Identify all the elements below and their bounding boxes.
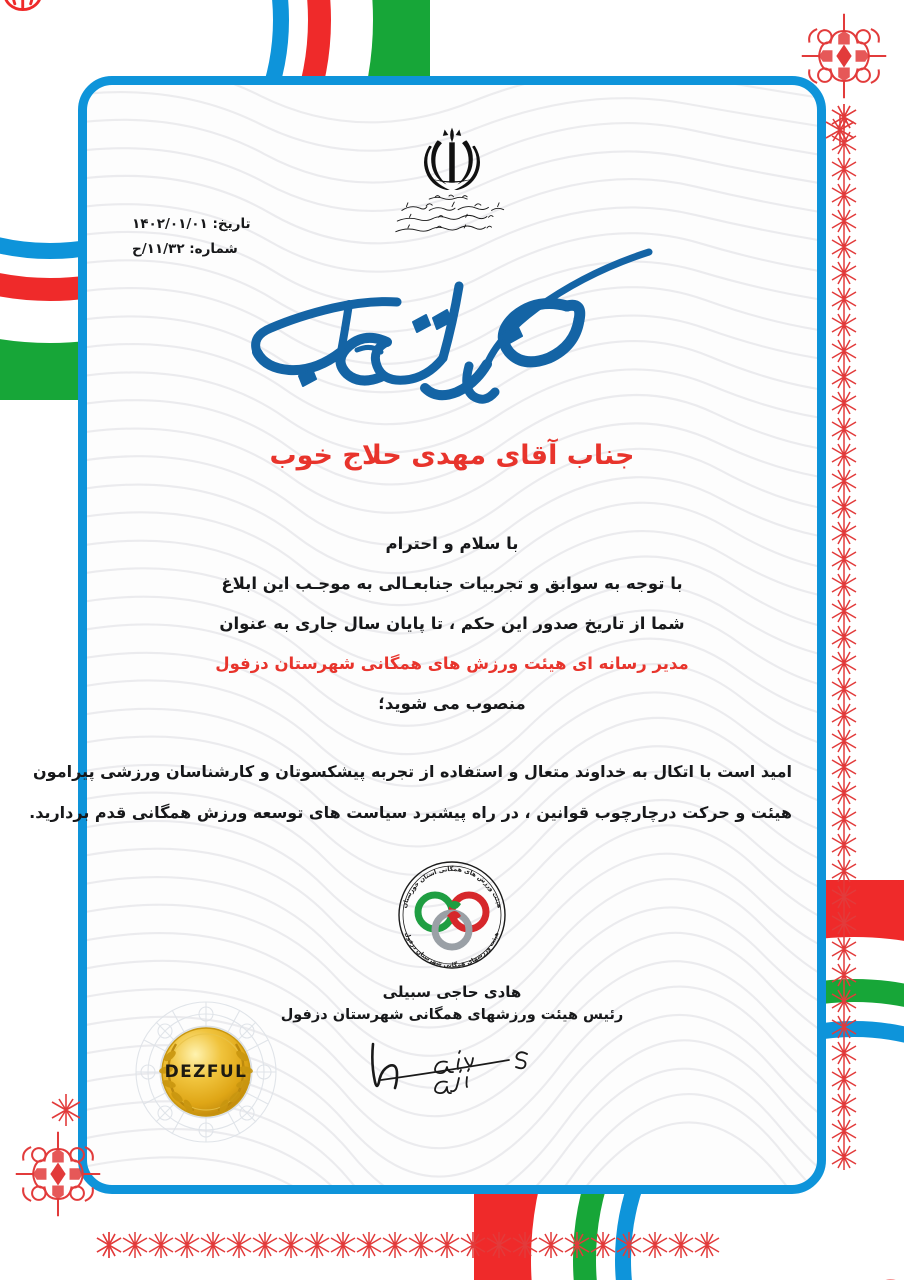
appointed-position: مدیر رسانه ای هیئت ورزش های همگانی شهرستان دزفول <box>215 653 689 673</box>
closing-paragraph <box>29 752 792 834</box>
recipient-name: جناب آقای مهدی حلاج خوب <box>269 440 635 471</box>
body-line-1: با توجه به سوابق و تجربیات جنابعـالی به موجـب این ابلاغ <box>221 573 683 593</box>
document-date: تاریخ: ۱۴۰۲/۰۱/۰۱ <box>132 216 251 232</box>
federation-logo-text-top: هیئت ورزش های همگانی استان خوزستان <box>401 865 503 909</box>
ministry-name-script <box>376 192 528 238</box>
closing-line-1: امید است با اتکال به خداوند متعال و استفاده از تجربه پیشکسوتان و کارشناسان ورزشی پیرامون <box>33 762 792 781</box>
document-number: شماره: ۱۱/۳۲/ح <box>132 240 238 257</box>
closing-line-2: هیئت و حرکت درچارچوب قوانین ، در راه پیشبرد سیاست های توسعه ورزش همگانی قدم بردارید. <box>29 802 792 822</box>
body-line-3: منصوب می شوید؛ <box>378 693 526 713</box>
body-line-2: شما از تاریخ صدور این حکم ، تا پایان سال جاری به عنوان <box>219 613 685 633</box>
gold-seal <box>128 1000 284 1146</box>
federation-logo <box>0 856 904 974</box>
signer-role: رئیس هیئت ورزشهای همگانی شهرستان دزفول <box>280 1007 624 1023</box>
seal-text: DEZFUL <box>164 1062 248 1082</box>
ministry-emblem-block <box>0 124 904 238</box>
signer-name: هادی حاجی سبیلی <box>382 983 522 1001</box>
body-block <box>110 524 794 724</box>
title-calligraphy <box>0 248 904 408</box>
iran-national-emblem-icon <box>415 124 489 190</box>
greeting-line: با سلام و احترام <box>385 534 519 553</box>
federation-logo-text-bottom: هیئت ورزشهای همگانی شهرستان دزفول <box>403 931 501 970</box>
